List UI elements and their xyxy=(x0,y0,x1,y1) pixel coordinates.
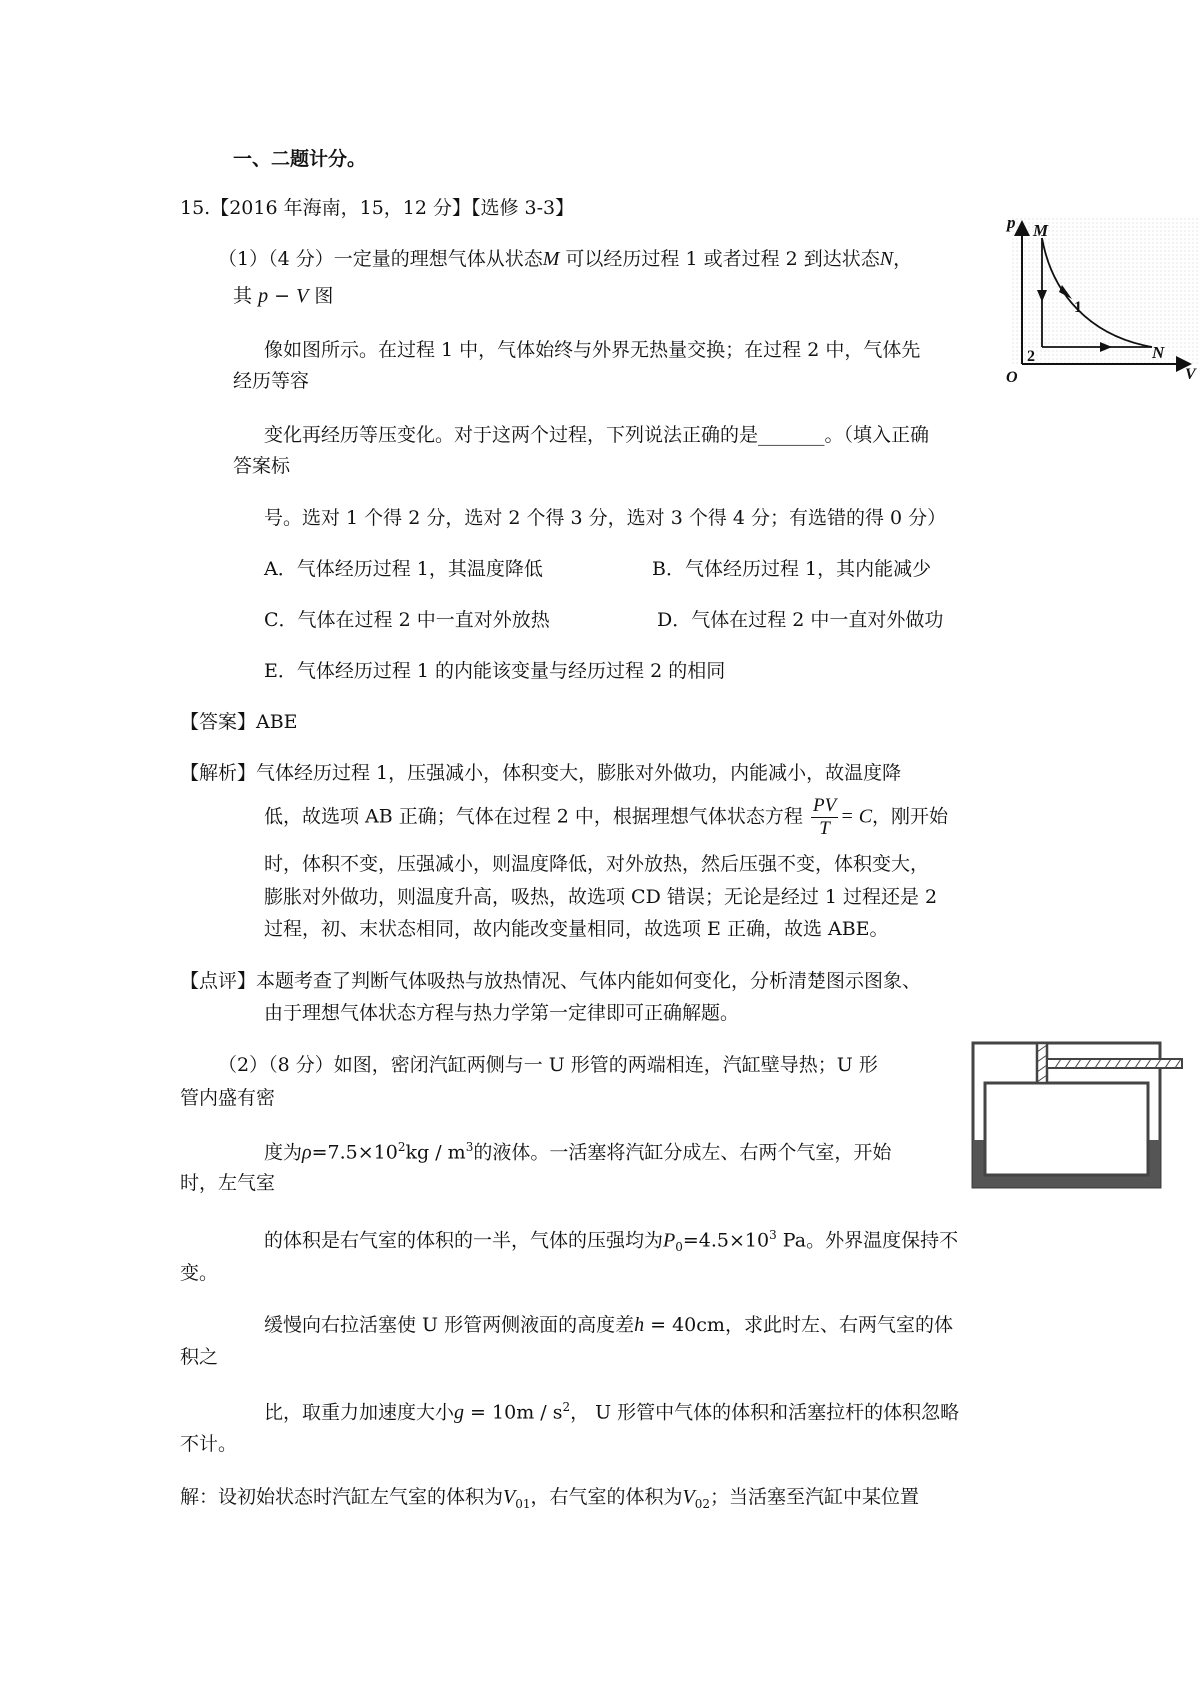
pv-label-p: p xyxy=(1007,214,1016,232)
cylinder-body xyxy=(985,1083,1148,1175)
part2-line7: 缓慢向右拉活塞使 U 形管两侧液面的高度差h = 40cm，求此时左、右两气室的体 xyxy=(264,1314,953,1336)
pv-label-n: N xyxy=(1152,343,1165,362)
analysis-line3: 时，体积不变，压强减小，则温度降低，对外放热，然后压强不变，体积变大， xyxy=(264,853,930,875)
part2-line4: 时，左气室 xyxy=(180,1172,276,1194)
piston-rod xyxy=(1047,1059,1182,1068)
part1-line6: 答案标 xyxy=(233,455,291,477)
analysis-line2: 低，故选项 AB 正确；气体在过程 2 中，根据理想气体状态方程 $\frac{PV}{T}$ = C，刚开始 xyxy=(264,795,949,839)
part1-line3: 像如图所示。在过程 1 中，气体始终与外界无热量交换；在过程 2 中，气体先 xyxy=(264,339,921,361)
part2-line6: 变。 xyxy=(180,1262,219,1284)
part2-line1: （2）（8 分）如图，密闭汽缸两侧与一 U 形管的两端相连，汽缸壁导热；U 形 xyxy=(218,1054,878,1076)
pv-over-t-fraction: $\frac{PV}{T}$ xyxy=(812,795,837,839)
pv-label-2: 2 xyxy=(1027,348,1035,365)
option-a: A．气体经历过程 1，其温度降低 xyxy=(264,558,543,580)
solution-line1: 解：设初始状态时汽缸左气室的体积为$V_{01}$，右气室的体积为$V_{02}$；当活塞至汽缸中某位置 xyxy=(180,1486,920,1511)
header-note: 一、二题计分。 xyxy=(233,148,367,170)
comment-line1: 【点评】本题考查了判断气体吸热与放热情况、气体内能如何变化，分析清楚图示图象、 xyxy=(180,970,922,992)
part2-line9: 比，取重力加速度大小$g = 10m / s^2$， U 形管中气体的体积和活塞拉杆的体积忽略 xyxy=(264,1400,960,1424)
part2-line3: 度为$\rho=7.5\times 10^2kg / m^3$的液体。一活塞将汽缸分成左、右两个气室，开始 xyxy=(264,1140,892,1164)
cylinder-u-tube-diagram xyxy=(970,1040,1184,1190)
analysis-line1: 【解析】气体经历过程 1，压强减小，体积变大，膨胀对外做功，内能减小，故温度降 xyxy=(180,762,902,784)
pv-label-o: O xyxy=(1006,369,1018,386)
analysis-line4: 膨胀对外做功，则温度升高，吸热，故选项 CD 错误；无论是经过 1 过程还是 2 xyxy=(264,886,938,908)
option-b: B．气体经历过程 1，其内能减少 xyxy=(652,558,932,580)
answer-line: 【答案】ABE xyxy=(180,711,298,733)
part1-line7: 号。选对 1 个得 2 分，选对 2 个得 3 分，选对 3 个得 4 分；有选错的得 0 分） xyxy=(264,507,947,529)
option-c: C．气体在过程 2 中一直对外放热 xyxy=(264,609,550,631)
pv-label-1: 1 xyxy=(1074,299,1082,316)
comment-line2: 由于理想气体状态方程与热力学第一定律即可正确解题。 xyxy=(264,1002,740,1024)
part2-line10: 不计。 xyxy=(180,1433,238,1455)
option-d: D．气体在过程 2 中一直对外做功 xyxy=(657,609,944,631)
part1-line2: 其 p − V 图 xyxy=(233,285,334,307)
pv-diagram xyxy=(1000,214,1200,394)
part2-line5: 的体积是右气室的体积的一半，气体的压强均为$P_0=4.5\times 10^3$ Pa。外界温度保持不 xyxy=(264,1228,959,1255)
pv-label-m: M xyxy=(1033,221,1049,240)
pv-label-v: V xyxy=(1185,366,1196,383)
problem-15-title: 15.【2016 年海南，15，12 分】【选修 3-3】 xyxy=(180,197,575,219)
part1-line5: 变化再经历等压变化。对于这两个过程，下列说法正确的是_______。（填入正确 xyxy=(264,424,930,446)
option-e: E．气体经历过程 1 的内能该变量与经历过程 2 的相同 xyxy=(264,660,726,682)
part1-line1: （1）（4 分）一定量的理想气体从状态M 可以经历过程 1 或者过程 2 到达状态N， xyxy=(218,248,913,270)
analysis-line5: 过程，初、末状态相同，故内能改变量相同，故选项 E 正确，故选 ABE。 xyxy=(264,918,889,940)
u-tube-liquid-bottom xyxy=(973,1175,1160,1187)
part2-line8: 积之 xyxy=(180,1346,219,1368)
part2-line2: 管内盛有密 xyxy=(180,1087,276,1109)
part1-line4: 经历等容 xyxy=(233,370,310,392)
